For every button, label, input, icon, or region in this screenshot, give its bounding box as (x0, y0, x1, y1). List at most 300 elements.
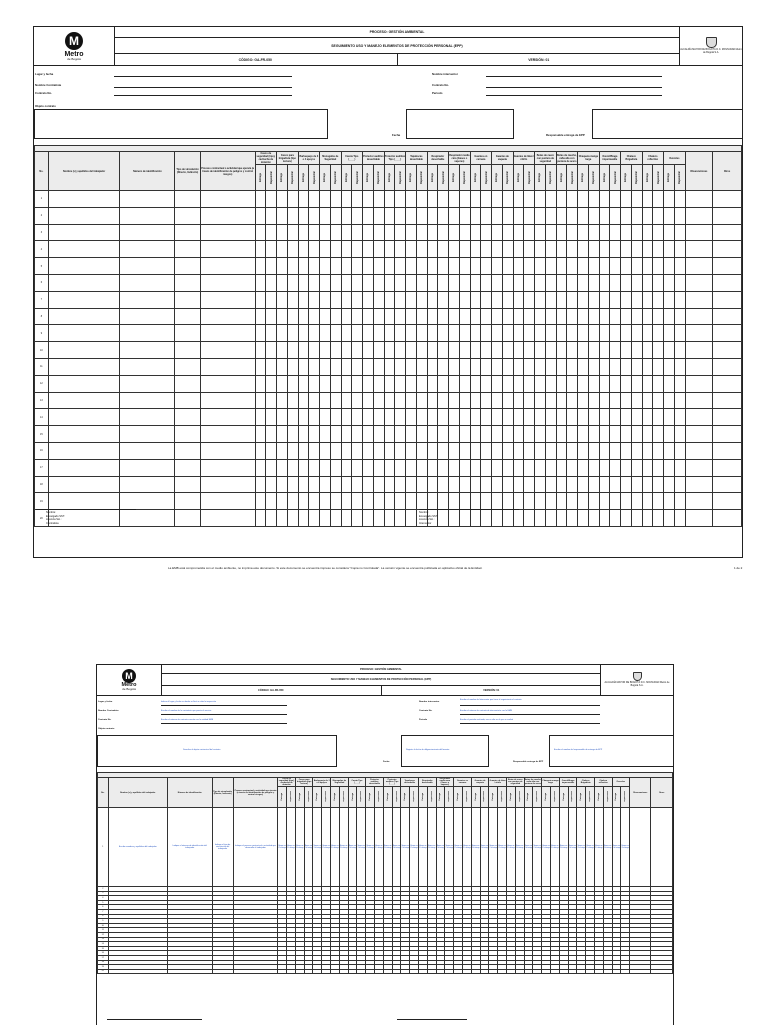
table-cell[interactable] (588, 426, 599, 443)
table-cell[interactable] (384, 442, 395, 459)
table-cell[interactable] (295, 808, 304, 887)
table-cell[interactable] (298, 459, 309, 476)
table-cell[interactable] (384, 191, 395, 208)
table-cell[interactable] (599, 342, 610, 359)
table-cell[interactable] (438, 375, 449, 392)
table-cell[interactable] (631, 342, 642, 359)
table-cell[interactable] (653, 426, 664, 443)
table-cell[interactable] (664, 342, 675, 359)
table-cell[interactable] (120, 442, 175, 459)
table-cell[interactable] (454, 808, 463, 887)
table-cell[interactable] (674, 207, 685, 224)
table-cell[interactable] (642, 258, 653, 275)
table-cell[interactable] (384, 258, 395, 275)
table-cell[interactable] (610, 224, 621, 241)
table-cell[interactable] (309, 426, 320, 443)
table-cell[interactable] (427, 342, 438, 359)
table-cell[interactable] (674, 476, 685, 493)
table-cell[interactable] (470, 191, 481, 208)
table-cell[interactable] (535, 274, 546, 291)
table-cell[interactable] (470, 342, 481, 359)
table-cell[interactable] (481, 476, 492, 493)
table-cell[interactable] (438, 409, 449, 426)
table-cell[interactable] (427, 308, 438, 325)
table-cell[interactable] (427, 358, 438, 375)
table-cell[interactable] (330, 459, 341, 476)
table-cell[interactable] (535, 510, 546, 527)
table-cell[interactable] (567, 392, 578, 409)
table-cell[interactable] (713, 358, 742, 375)
table-cell[interactable] (363, 510, 374, 527)
table-cell[interactable] (685, 442, 712, 459)
table-cell[interactable] (588, 375, 599, 392)
table-cell[interactable] (685, 375, 712, 392)
table-cell[interactable] (459, 308, 470, 325)
table-cell[interactable] (524, 325, 535, 342)
table-cell[interactable] (459, 325, 470, 342)
table-cell[interactable] (48, 493, 120, 510)
table-cell[interactable] (664, 325, 675, 342)
table-cell[interactable] (610, 409, 621, 426)
table-cell[interactable] (642, 325, 653, 342)
table-cell[interactable] (642, 224, 653, 241)
table-cell[interactable] (685, 358, 712, 375)
input-contratista[interactable] (114, 87, 292, 88)
table-cell[interactable] (653, 325, 664, 342)
table-cell[interactable] (255, 426, 266, 443)
table-cell[interactable] (266, 442, 277, 459)
table-cell[interactable] (277, 207, 288, 224)
table-cell[interactable] (363, 291, 374, 308)
table-cell[interactable] (287, 409, 298, 426)
table-cell[interactable] (599, 291, 610, 308)
table-cell[interactable] (664, 358, 675, 375)
table-cell[interactable] (266, 392, 277, 409)
table-cell[interactable] (48, 308, 120, 325)
table-cell[interactable] (449, 258, 460, 275)
table-cell[interactable] (330, 510, 341, 527)
table-cell[interactable] (48, 375, 120, 392)
table-cell[interactable] (685, 426, 712, 443)
table-cell[interactable] (515, 969, 524, 974)
table-cell[interactable] (373, 207, 384, 224)
table-cell[interactable] (610, 493, 621, 510)
table-cell[interactable] (255, 442, 266, 459)
table-cell[interactable] (200, 459, 255, 476)
table-cell[interactable] (513, 191, 524, 208)
table-cell[interactable] (621, 325, 632, 342)
table-cell[interactable] (588, 442, 599, 459)
table-cell[interactable] (266, 342, 277, 359)
table-cell[interactable] (438, 358, 449, 375)
table-cell[interactable] (277, 325, 288, 342)
table-cell[interactable] (535, 442, 546, 459)
table-cell[interactable] (492, 342, 503, 359)
table-cell[interactable] (630, 808, 651, 887)
table-cell[interactable] (459, 358, 470, 375)
table-cell[interactable] (664, 375, 675, 392)
table-cell[interactable] (416, 392, 427, 409)
table-cell[interactable] (610, 241, 621, 258)
table-cell[interactable] (330, 342, 341, 359)
table-cell[interactable] (599, 459, 610, 476)
table-cell[interactable] (578, 426, 589, 443)
table-cell[interactable] (339, 808, 348, 887)
table-cell[interactable] (383, 808, 392, 887)
table-cell[interactable] (470, 241, 481, 258)
table-cell[interactable] (599, 224, 610, 241)
table-cell[interactable] (200, 476, 255, 493)
table-cell[interactable] (550, 969, 559, 974)
table-cell[interactable] (309, 191, 320, 208)
table-cell[interactable] (471, 808, 480, 887)
table-cell[interactable] (167, 808, 212, 887)
table-cell[interactable] (559, 808, 568, 887)
table-cell[interactable] (674, 375, 685, 392)
table-cell[interactable] (462, 808, 471, 887)
table-cell[interactable] (352, 207, 363, 224)
table-cell[interactable] (298, 224, 309, 241)
table-cell[interactable] (416, 442, 427, 459)
table-cell[interactable] (685, 291, 712, 308)
table-cell[interactable] (642, 241, 653, 258)
table-cell[interactable] (610, 291, 621, 308)
table-cell[interactable] (664, 258, 675, 275)
table-cell[interactable] (578, 207, 589, 224)
table-cell[interactable] (298, 325, 309, 342)
table-cell[interactable] (502, 493, 513, 510)
table-cell[interactable] (664, 493, 675, 510)
table-cell[interactable] (352, 325, 363, 342)
table-cell[interactable] (713, 442, 742, 459)
table-cell[interactable] (631, 459, 642, 476)
table-cell[interactable] (298, 409, 309, 426)
table-cell[interactable] (48, 442, 120, 459)
table-cell[interactable] (277, 258, 288, 275)
table-cell[interactable] (175, 224, 200, 241)
table-cell[interactable] (48, 258, 120, 275)
table-cell[interactable] (287, 342, 298, 359)
table-cell[interactable] (427, 241, 438, 258)
table-cell[interactable] (621, 241, 632, 258)
table-cell[interactable] (621, 392, 632, 409)
table-cell[interactable] (459, 510, 470, 527)
table-cell[interactable] (567, 358, 578, 375)
signature-line-interventor[interactable] (419, 509, 519, 510)
table-cell[interactable] (373, 392, 384, 409)
table-cell[interactable] (395, 241, 406, 258)
table-cell[interactable] (599, 510, 610, 527)
table-cell[interactable] (545, 207, 556, 224)
table-cell[interactable] (653, 392, 664, 409)
table-cell[interactable] (524, 409, 535, 426)
table-cell[interactable] (577, 808, 586, 887)
table-cell[interactable] (556, 375, 567, 392)
table-cell[interactable] (642, 459, 653, 476)
table-cell[interactable] (506, 808, 515, 887)
table-cell[interactable] (588, 241, 599, 258)
table-cell[interactable] (556, 409, 567, 426)
table-cell[interactable] (384, 207, 395, 224)
table-cell[interactable] (578, 510, 589, 527)
table-cell[interactable] (470, 375, 481, 392)
table-cell[interactable] (320, 325, 331, 342)
table-cell[interactable] (298, 426, 309, 443)
table-cell[interactable] (298, 493, 309, 510)
table-cell[interactable] (449, 241, 460, 258)
table-cell[interactable] (309, 375, 320, 392)
table-cell[interactable] (395, 476, 406, 493)
table-cell[interactable] (621, 808, 630, 887)
table-cell[interactable] (567, 291, 578, 308)
table-cell[interactable] (363, 258, 374, 275)
table-cell[interactable] (341, 409, 352, 426)
table-cell[interactable] (330, 258, 341, 275)
table-cell[interactable] (674, 442, 685, 459)
table-cell[interactable] (599, 191, 610, 208)
table-cell[interactable] (535, 409, 546, 426)
table-cell[interactable] (175, 274, 200, 291)
table-cell[interactable] (653, 291, 664, 308)
table-cell[interactable] (352, 308, 363, 325)
table-cell[interactable] (406, 375, 417, 392)
table-cell[interactable] (685, 258, 712, 275)
table-cell[interactable] (330, 274, 341, 291)
table-cell[interactable] (395, 426, 406, 443)
table-cell[interactable] (653, 241, 664, 258)
table-cell[interactable] (631, 358, 642, 375)
input-contrato-interventoria[interactable] (486, 87, 662, 88)
table-cell[interactable] (298, 274, 309, 291)
table-cell[interactable] (406, 342, 417, 359)
table-cell[interactable] (470, 392, 481, 409)
table-cell[interactable] (664, 510, 675, 527)
table-cell[interactable] (384, 308, 395, 325)
table-cell[interactable] (373, 426, 384, 443)
table-cell[interactable] (588, 493, 599, 510)
table-cell[interactable] (427, 224, 438, 241)
table-cell[interactable] (685, 476, 712, 493)
table-cell[interactable] (631, 409, 642, 426)
table-cell[interactable] (459, 375, 470, 392)
table-cell[interactable] (535, 358, 546, 375)
table-cell[interactable] (384, 224, 395, 241)
table-cell[interactable] (550, 808, 559, 887)
table-cell[interactable] (492, 258, 503, 275)
table-cell[interactable] (567, 325, 578, 342)
table-cell[interactable] (612, 969, 621, 974)
table-cell[interactable] (578, 325, 589, 342)
table-cell[interactable] (685, 510, 712, 527)
table-cell[interactable] (492, 459, 503, 476)
table-cell[interactable] (427, 493, 438, 510)
table-cell[interactable] (567, 426, 578, 443)
table-cell[interactable] (513, 476, 524, 493)
table-cell[interactable] (588, 325, 599, 342)
table-cell[interactable] (363, 224, 374, 241)
table-cell[interactable] (373, 308, 384, 325)
table-cell[interactable] (610, 274, 621, 291)
table-cell[interactable] (255, 291, 266, 308)
table-cell[interactable] (255, 191, 266, 208)
table-cell[interactable] (309, 392, 320, 409)
table-cell[interactable] (352, 409, 363, 426)
table-cell[interactable] (449, 426, 460, 443)
table-cell[interactable] (416, 459, 427, 476)
table-cell[interactable] (459, 392, 470, 409)
table-cell[interactable] (459, 476, 470, 493)
table-cell[interactable] (352, 274, 363, 291)
table-cell[interactable] (277, 342, 288, 359)
table-cell[interactable] (373, 191, 384, 208)
table-cell[interactable] (567, 459, 578, 476)
table-cell[interactable] (588, 409, 599, 426)
table-cell[interactable] (502, 274, 513, 291)
table-cell[interactable] (449, 459, 460, 476)
table-cell[interactable] (427, 207, 438, 224)
table-cell[interactable] (713, 291, 742, 308)
table-cell[interactable] (603, 969, 612, 974)
table-cell[interactable] (545, 493, 556, 510)
table-cell[interactable] (586, 969, 595, 974)
table-cell[interactable] (341, 510, 352, 527)
table-cell[interactable] (653, 207, 664, 224)
table-cell[interactable] (341, 274, 352, 291)
table-cell[interactable] (48, 459, 120, 476)
table-cell[interactable] (612, 808, 621, 887)
table-cell[interactable] (438, 258, 449, 275)
table-cell[interactable] (298, 392, 309, 409)
table-cell[interactable] (406, 442, 417, 459)
table-cell[interactable] (459, 274, 470, 291)
table-cell[interactable] (373, 325, 384, 342)
table-cell[interactable] (599, 358, 610, 375)
table-cell[interactable] (599, 442, 610, 459)
table-cell[interactable] (266, 224, 277, 241)
table-cell[interactable] (352, 191, 363, 208)
table-cell[interactable] (545, 274, 556, 291)
table-cell[interactable] (200, 426, 255, 443)
table-cell[interactable] (513, 409, 524, 426)
table-cell[interactable] (309, 325, 320, 342)
table-cell[interactable] (599, 207, 610, 224)
table-cell[interactable] (567, 375, 578, 392)
table-cell[interactable] (459, 258, 470, 275)
table-cell[interactable] (515, 808, 524, 887)
table-cell[interactable] (120, 191, 175, 208)
table-cell[interactable] (266, 308, 277, 325)
table-cell[interactable] (674, 392, 685, 409)
table-cell[interactable] (277, 476, 288, 493)
table-cell[interactable] (384, 476, 395, 493)
table-cell[interactable] (502, 459, 513, 476)
table-cell[interactable] (535, 325, 546, 342)
table-cell[interactable] (610, 426, 621, 443)
table-cell[interactable] (685, 207, 712, 224)
table-cell[interactable] (586, 808, 595, 887)
table-cell[interactable] (266, 375, 277, 392)
table-cell[interactable] (524, 191, 535, 208)
table-cell[interactable] (320, 375, 331, 392)
table-cell[interactable] (395, 224, 406, 241)
table-cell[interactable] (642, 358, 653, 375)
table-cell[interactable] (120, 258, 175, 275)
table-cell[interactable] (578, 375, 589, 392)
table-cell[interactable] (278, 969, 287, 974)
table-cell[interactable] (631, 442, 642, 459)
table-cell[interactable] (363, 308, 374, 325)
table-cell[interactable] (502, 358, 513, 375)
table-cell[interactable] (674, 493, 685, 510)
table-cell[interactable] (287, 358, 298, 375)
table-cell[interactable] (48, 274, 120, 291)
input-interventor[interactable] (486, 76, 662, 77)
table-cell[interactable] (309, 493, 320, 510)
table-cell[interactable] (556, 342, 567, 359)
table-cell[interactable] (524, 291, 535, 308)
table-cell[interactable] (556, 207, 567, 224)
table-cell[interactable] (568, 808, 577, 887)
table-cell[interactable] (480, 969, 489, 974)
table-cell[interactable] (713, 510, 742, 527)
table-cell[interactable] (481, 258, 492, 275)
table-cell[interactable] (567, 342, 578, 359)
table-cell[interactable] (642, 291, 653, 308)
table-cell[interactable] (470, 409, 481, 426)
table-cell[interactable] (588, 459, 599, 476)
table-cell[interactable] (175, 325, 200, 342)
table-cell[interactable] (653, 274, 664, 291)
table-cell[interactable] (427, 392, 438, 409)
table-cell[interactable] (610, 342, 621, 359)
table-cell[interactable] (610, 191, 621, 208)
table-cell[interactable] (513, 258, 524, 275)
table-cell[interactable] (277, 308, 288, 325)
table-cell[interactable] (588, 510, 599, 527)
table-cell[interactable] (631, 493, 642, 510)
table-cell[interactable] (200, 291, 255, 308)
table-cell[interactable] (320, 392, 331, 409)
table-cell[interactable] (578, 224, 589, 241)
table-cell[interactable] (416, 375, 427, 392)
table-cell[interactable] (524, 426, 535, 443)
table-cell[interactable] (120, 325, 175, 342)
table-cell[interactable] (384, 459, 395, 476)
table-cell[interactable] (513, 426, 524, 443)
responsable-box-2[interactable] (549, 735, 674, 767)
table-cell[interactable] (363, 426, 374, 443)
table-cell[interactable] (406, 426, 417, 443)
table-cell[interactable] (373, 274, 384, 291)
table-cell[interactable] (341, 459, 352, 476)
table-cell[interactable] (438, 308, 449, 325)
table-cell[interactable] (513, 510, 524, 527)
table-cell[interactable] (449, 207, 460, 224)
table-cell[interactable] (513, 325, 524, 342)
table-cell[interactable] (481, 191, 492, 208)
table-cell[interactable] (200, 358, 255, 375)
table-cell[interactable] (406, 274, 417, 291)
table-cell[interactable] (545, 442, 556, 459)
table-cell[interactable] (502, 392, 513, 409)
table-cell[interactable] (352, 392, 363, 409)
table-cell[interactable] (513, 274, 524, 291)
table-cell[interactable] (713, 392, 742, 409)
table-cell[interactable] (567, 308, 578, 325)
table-cell[interactable] (449, 392, 460, 409)
table-cell[interactable] (255, 375, 266, 392)
table-cell[interactable] (642, 392, 653, 409)
